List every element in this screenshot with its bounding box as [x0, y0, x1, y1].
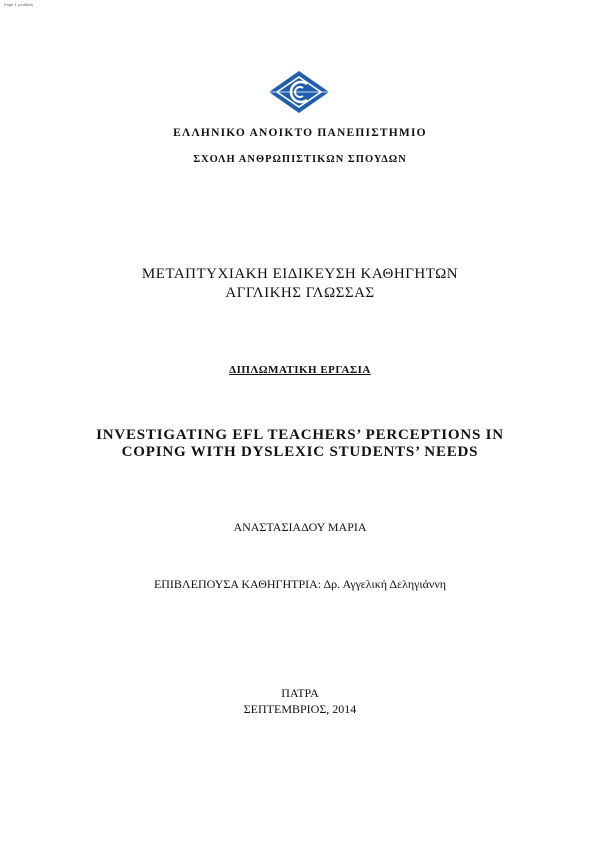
university-logo-icon: [268, 70, 330, 114]
supervisor-line: ΕΠΙΒΛΕΠΟΥΣΑ ΚΑΘΗΓΗΤΡΙΑ: Δρ. Αγγελική Δεληγιάννη: [153, 577, 447, 591]
programme-line-2: ΑΓΓΛΙΚΗΣ ΓΛΩΣΣΑΣ: [225, 285, 375, 301]
author-name: ΑΝΑΣΤΑΣΙΑΔΟΥ ΜΑΡΙΑ: [233, 520, 367, 534]
thesis-title-line-2: COPING WITH DYSLEXIC STUDENTS’ NEEDS: [121, 444, 479, 460]
thesis-title-line-1: INVESTIGATING EFL TEACHERS’ PERCEPTIONS IN: [96, 427, 504, 443]
document-type: ΔΙΠΛΩΜΑΤΙΚΗ ΕΡΓΑΣΙΑ: [229, 364, 371, 376]
programme-line-1: ΜΕΤΑΠΤΥΧΙΑΚΗ ΕΙΔΙΚΕΥΣΗ ΚΑΘΗΓΗΤΩΝ: [141, 266, 459, 282]
city: ΠΑΤΡΑ: [281, 686, 319, 700]
university-name: ΕΛΛΗΝΙΚΟ ΑΝΟΙΚΤΟ ΠΑΝΕΠΙΣΤΗΜΙΟ: [173, 127, 427, 139]
corner-mark: Page 1 (untitled): [4, 2, 34, 7]
school-name: ΣΧΟΛΗ ΑΝΘΡΩΠΙΣΤΙΚΩΝ ΣΠΟΥΔΩΝ: [193, 154, 407, 165]
date: ΣΕΠΤΕΜΒΡΙΟΣ, 2014: [243, 702, 357, 716]
